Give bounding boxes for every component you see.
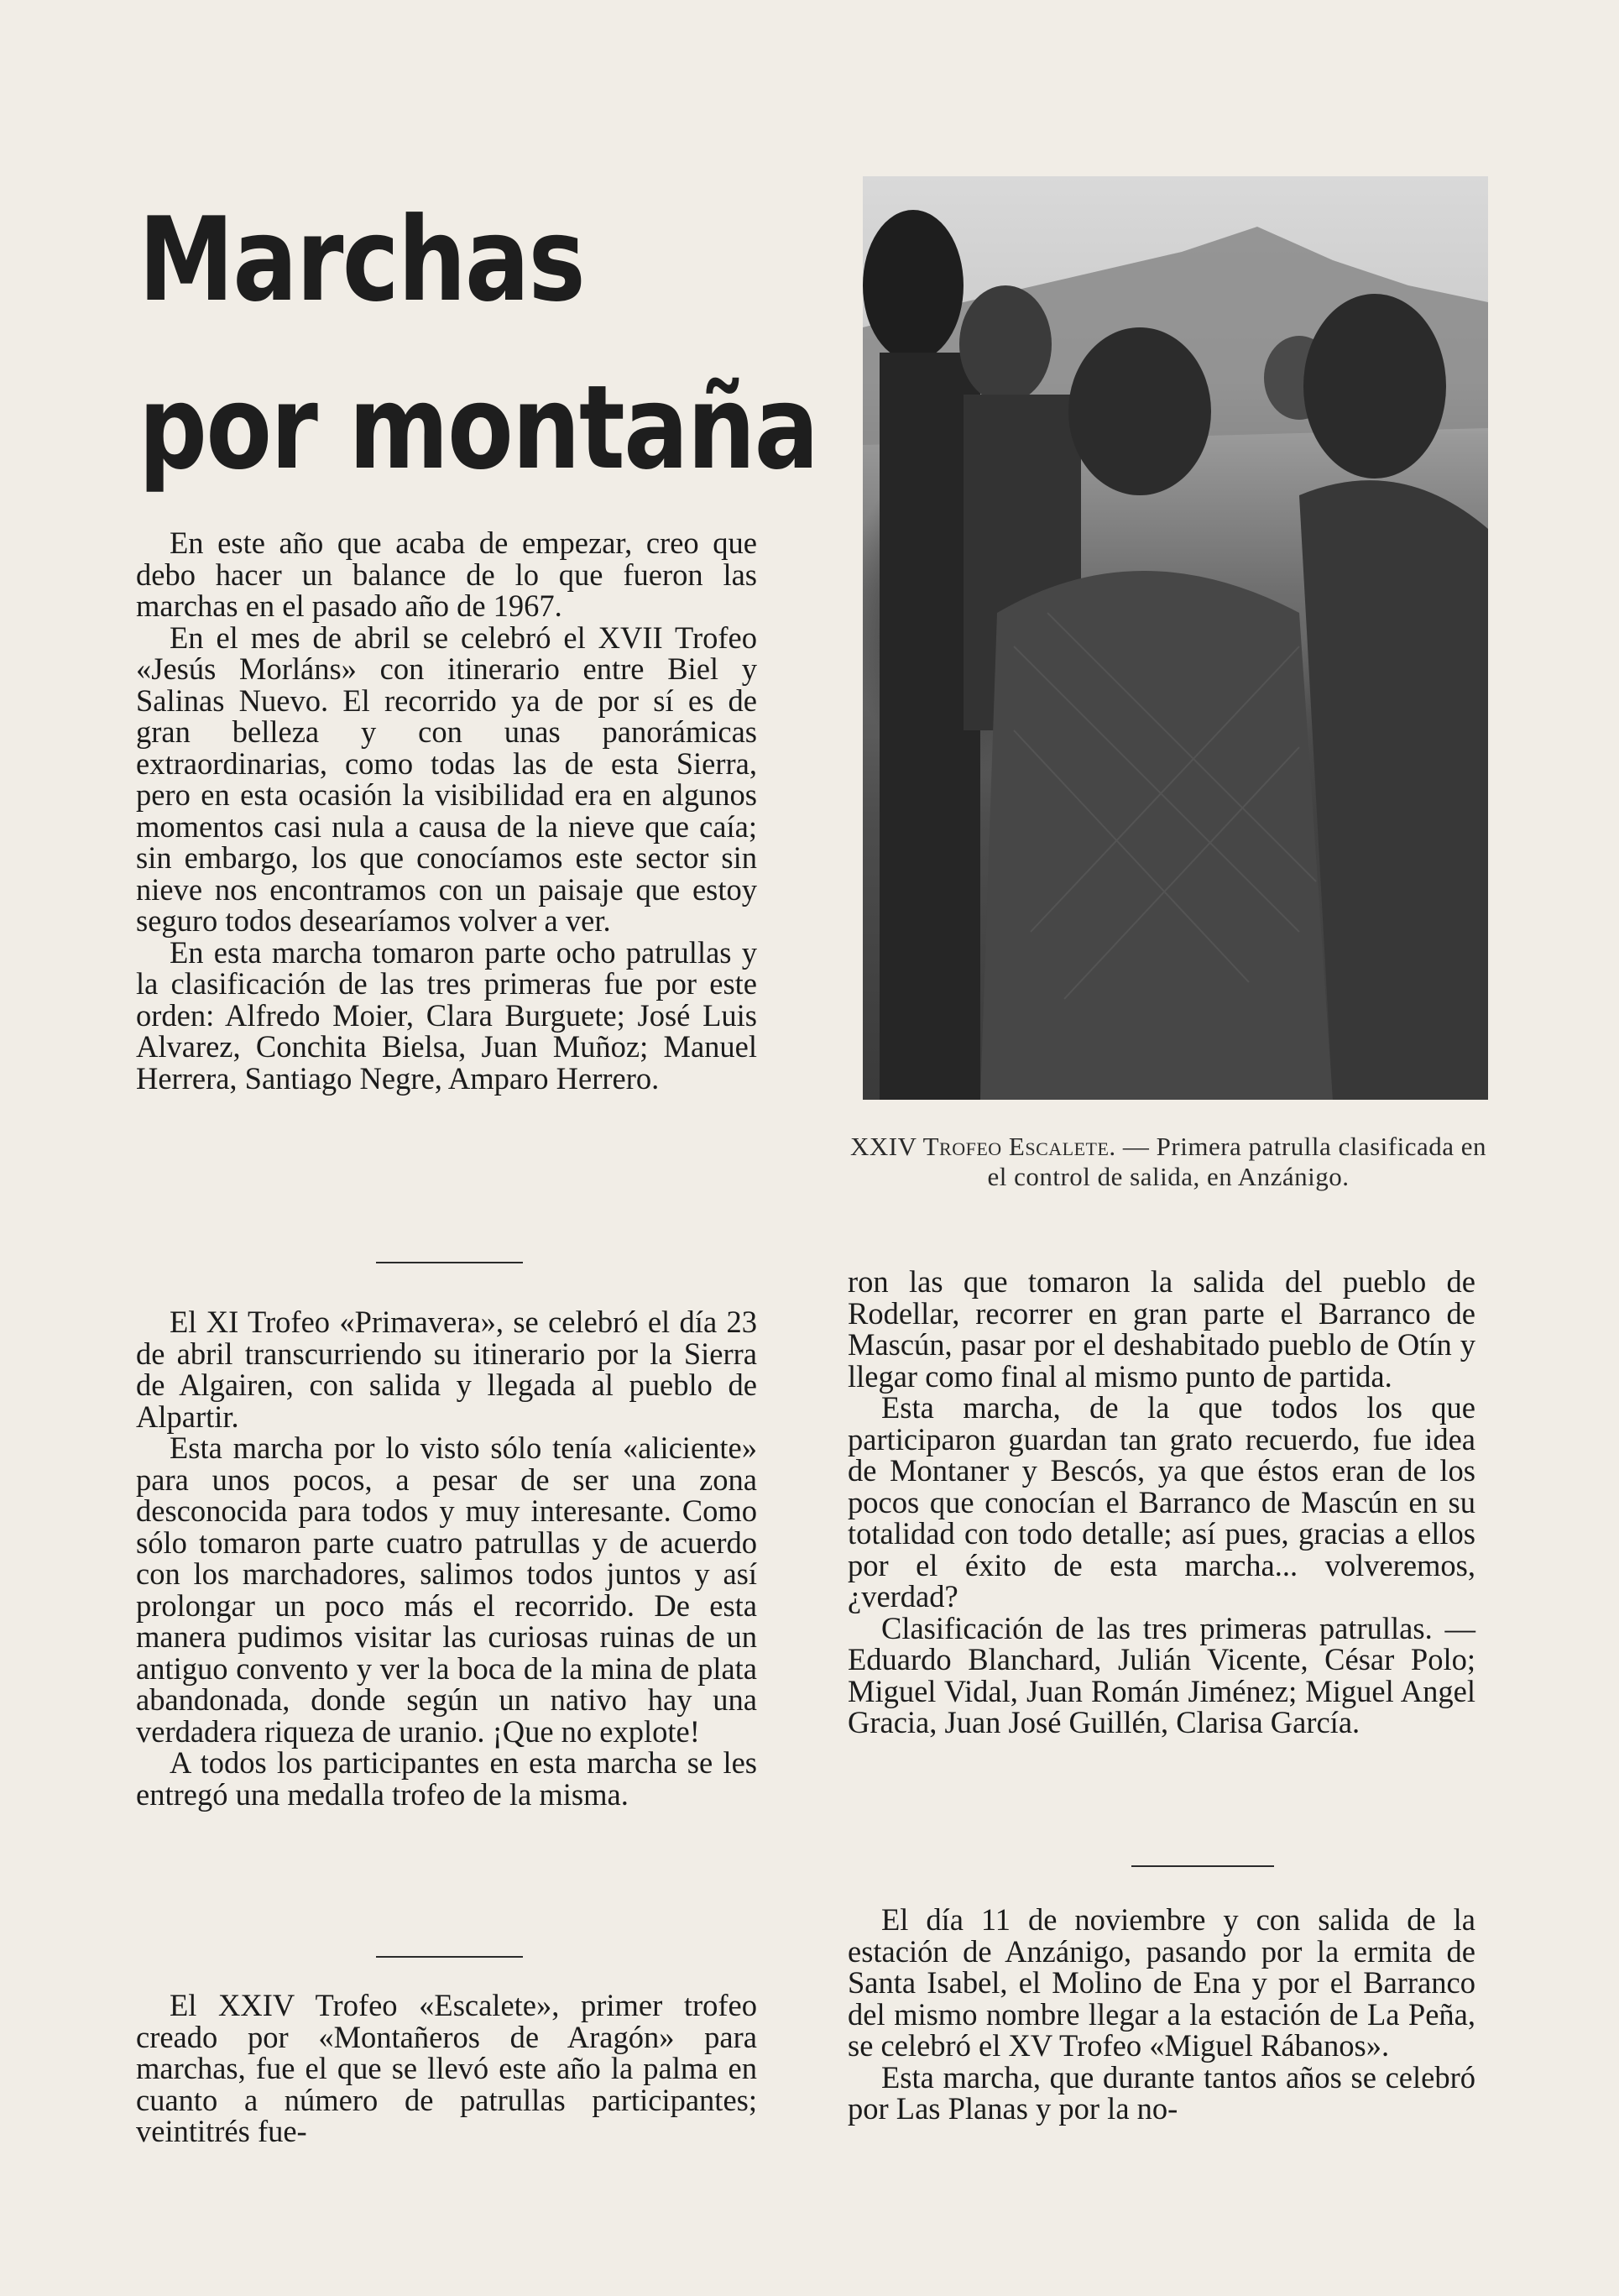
- section-divider: [376, 1956, 523, 1958]
- paragraph: Esta marcha, de la que todos los que participaron guardan tan grato recuerdo, fue idea de Montaner y Bescós, ya que éstos eran de los pocos que conocían el Barranco de Mascún en su totalidad con todo detalle; así pues, gracias a ellos por el éxito de esta marcha... volveremos, ¿verdad?: [848, 1390, 1475, 1613]
- photo-illustration: [863, 176, 1488, 1100]
- section-divider: [1131, 1865, 1274, 1867]
- paragraph: Clasificación de las tres primeras patrullas. — Eduardo Blanchard, Julián Vicente, César Polo; Miguel Vidal, Juan Román Jiménez; Miguel Angel Gracia, Juan José Guillén, Clarisa García.: [848, 1610, 1475, 1739]
- paragraph: ron las que tomaron la salida del pueblo de Rodellar, recorrer en gran parte el Barranco de Mascún, pasar por el deshabitado pueblo de Otín y llegar como final al mismo punto de partida.: [848, 1264, 1475, 1394]
- paragraph: A todos los participantes en esta marcha se les entregó una medalla trofeo de la misma.: [136, 1745, 757, 1812]
- paragraph: El XI Trofeo «Primavera», se celebró el día 23 de abril transcurriendo su itinerario por la Sierra de Algairen, con salida y llegada al pueblo de Alpartir.: [136, 1305, 757, 1434]
- group-photo: [863, 176, 1488, 1100]
- paragraph: El día 11 de noviembre y con salida de la estación de Anzánigo, pasando por la ermita de Santa Isabel, el Molino de Ena y por el Barranco del mismo nombre llegar a la estación de La Peña, se celebró el XV Trofeo «Miguel Rábanos».: [848, 1902, 1475, 2063]
- right-column-section-2: [848, 1904, 1475, 2125]
- left-column-section-3: [136, 1990, 757, 2147]
- photo-caption: [849, 1132, 1487, 1192]
- article-title: [138, 176, 817, 512]
- left-column-section-2: [136, 1306, 757, 1810]
- caption-text: — Primera patrulla clasificada en el control de salida, en Anzánigo.: [987, 1132, 1486, 1191]
- right-column-section-1: [848, 1266, 1475, 1739]
- left-column-section-1: [136, 527, 757, 1094]
- paragraph: Esta marcha por lo visto sólo tenía «aliciente» para unos pocos, a pesar de ser una zona desconocida para todos y muy interesante. Como sólo tomaron parte cuatro patrullas y de acuerdo con los marchadores, salimos todos juntos y así prolongar un poco más el recorrido. De esta manera pudimos visitar las curiosas ruinas de un antiguo convento y ver la boca de la mina de plata abandonada, donde según un nativo hay una verdadera riqueza de uranio. ¡Que no explote!: [136, 1430, 757, 1749]
- paragraph: En esta marcha tomaron parte ocho patrullas y la clasificación de las tres primeras fue por este orden: Alfredo Moier, Clara Burguete; José Luis Alvarez, Conchita Bielsa, Juan Muñoz; Manuel Herrera, Santiago Negre, Amparo Herrero.: [136, 934, 757, 1096]
- paragraph: El XXIV Trofeo «Escalete», primer trofeo creado por «Montañeros de Aragón» para marchas, fue el que se llevó este año la palma en cuanto a número de patrullas participantes; veintitrés fue-: [136, 1988, 757, 2148]
- paragraph: En el mes de abril se celebró el XVII Trofeo «Jesús Morláns» con itinerario entre Biel y Salinas Nuevo. El recorrido ya de por sí es de gran belleza y con unas panorámicas extraordinarias, como todas las de esta Sierra, pero en esta ocasión la visibilidad era en algunos momentos casi nula a causa de la nieve que caía; sin embargo, los que conocíamos este sector sin nieve nos encontramos con un paisaje que estoy seguro todos desearíamos volver a ver.: [136, 620, 757, 938]
- paragraph: En este año que acaba de empezar, creo que debo hacer un balance de lo que fueron las marchas en el pasado año de 1967.: [136, 526, 757, 623]
- section-divider: [376, 1262, 523, 1263]
- title-line-2: por montaña: [138, 360, 818, 495]
- title-line-1: Marchas: [138, 192, 585, 327]
- caption-name: XXIV Trofeo Escalete.: [849, 1132, 1116, 1161]
- paragraph: Esta marcha, que durante tantos años se celebró por Las Planas y por la no-: [848, 2059, 1475, 2126]
